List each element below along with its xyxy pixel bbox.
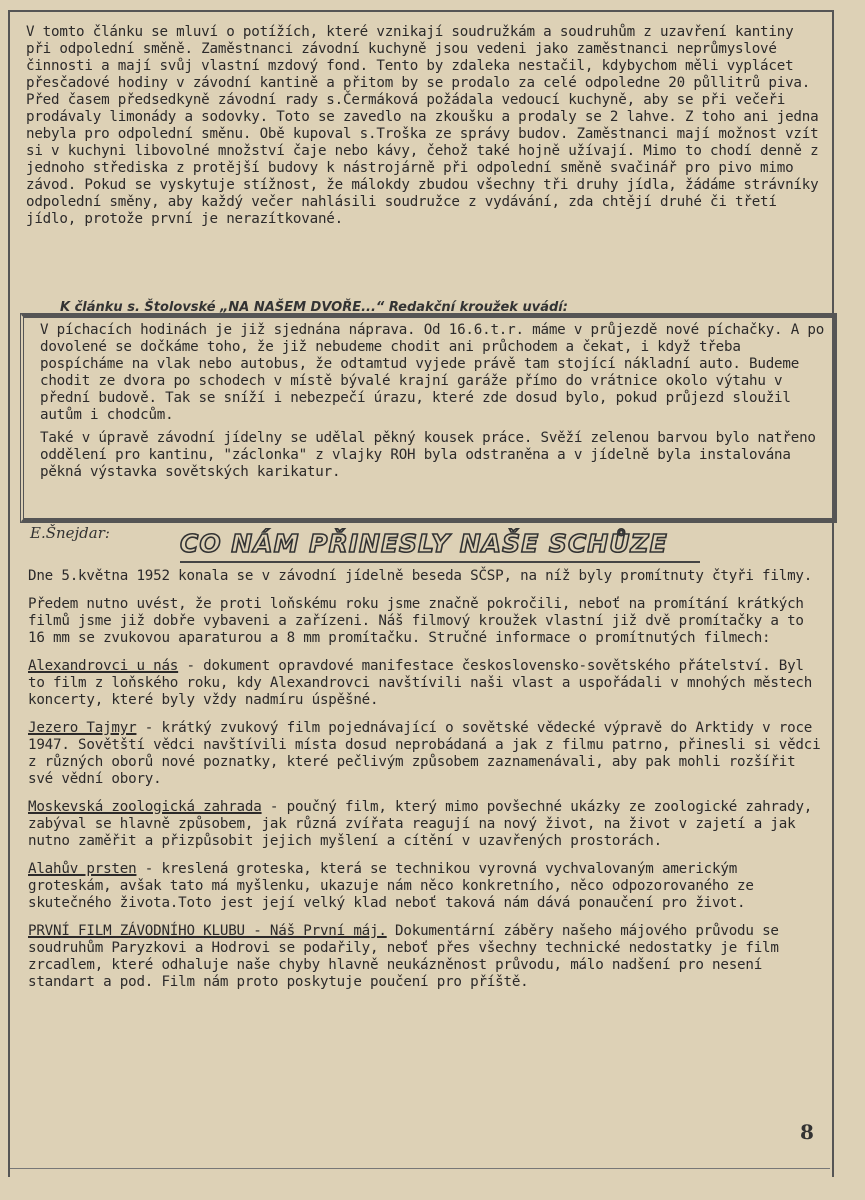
film-title: Moskevská zoologická zahrada [28,799,262,815]
film-title: Alahův prsten [28,861,137,877]
film-entry [28,658,828,709]
film-entry [28,861,828,912]
editorial-note-box [20,313,837,523]
editorial-note-header: K článku s. Štolovské „NA NAŠEM DVOŘE...“ Redakční kroužek uvádí: [60,300,820,317]
film-title: Alexandrovci u nás [28,658,179,674]
author-signature: E.Šnejdar: [30,524,110,542]
article-body [28,568,828,991]
intro-paragraph: V tomto článku se mluví o potížích, které vznikají soudružkám a soudruhům z uzavření kantiny při odpolední směně. Zaměstnanci závodní kuchyně jsou vedeni jako zaměstnanci neprůmyslové činnosti a mají svůj vlastní mzdový fond. Tento by zdaleka nestačil, kdybychom měli vyplácet přesčadové hodiny v závodní kantině a přitom by se prodalo za celé odpoledne 20 půllitrů piva. Před časem předsedkyně závodní rady s.Čermáková požádala vedoucí kuchyně, aby se při večeři prodávaly limonády a sodovky. Toto se zavedlo na zkoušku a prodaly se 2 lahve. Z toho ani jedna nebyla pro odpolední směnu. Obě kupoval s.Troška ze správy budov. Zaměstnanci mají možnost vzít si v kuchyni libovolné množství čaje nebo kávy, čehož také hojně užívají. Mimo to chodí denně z jednoho střediska z protější budovy k nástrojárně při odpolední směně svačinář pro pivo mimo závod. Pokud se vyskytuje stížnost, že málokdy zbudou všechny tři druhy jídla, žádáme strávníky odpolední směny, aby každý večer nahlásili soudružce z vydávání, zda chtějí druhé či třetí jídlo, protože první je nerazítkované. [26,24,819,227]
article-headline: CO NÁM PŘINESLY NAŠE SCHŮZE [180,527,700,563]
bottom-rule [10,1168,830,1169]
film-entry [28,799,828,850]
film-description: - krátký zvukový film pojednávající o sovětské vědecké výpravě do Arktidy v roce 1947. Sovětští vědci navštívili místa dosud neprobádaná a jak z filmu patrno, přinesli si vědci z různých oborů nové poznatky, které pečlivým způsobem zaznamenávali, aby pak mohli rozšířit své vědní obory. [28,720,821,787]
film-description: - dokument opravdové manifestace československo-sovětského přátelství. Byl to film z loňského roku, kdy Alexandrovci navštívili naši vlast a uspořádali v mnohých městech koncerty, které byly vždy nadmíru úspěšné. [28,658,813,708]
article-paragraph-2: Předem nutno uvést, že proti loňskému roku jsme značně pokročili, neboť na promítání krátkých filmů jsme již dobře vybaveni a zařízeni. Náš filmový kroužek vlastní již dvě promítačky a to 16 mm se zvukovou aparaturou a 8 mm promítačku. Stručné informace o promítnutých filmech: [28,596,804,646]
editorial-paragraph-2: Také v úpravě závodní jídelny se udělal pěkný kousek práce. Svěží zelenou barvou bylo natřeno oddělení pro kantinu, "záclonka" z vlajky ROH byla odstraněna a v jídelně byla instalována pěkná výstavka sovětských karikatur. [40,430,816,480]
editorial-note-content [40,322,830,487]
editorial-paragraph-1: V píchacích hodinách je již sjednána náprava. Od 16.6.t.r. máme v průjezdě nové píchačky. A po dovolené se dočkáme toho, že již nebudeme chodit ani průchodem a čekat, i když třeba pospícháme na vlak nebo autobus, že odtamtud vyjede právě tam stojící nákladní auto. Budeme chodit ze dvora po schodech v místě bývalé krajní garáže přímo do vrátnice okolo výtahu v přední budově. Tak se sníží i nebezpečí úrazu, které zde dosud bylo, pokud průjezd sloužil autům i chodcům. [40,322,825,423]
film-entry [28,923,828,991]
film-title: PRVNÍ FILM ZÁVODNÍHO KLUBU - Náš První máj. [28,923,387,939]
film-title: Jezero Tajmyr [28,720,137,736]
film-description: Dokumentární záběry našeho májového průvodu se soudruhům Paryzkovi a Hodrovi se podařily, neboť přes všechny technické nedostatky je film zrcadlem, které odhaluje naše chyby hlavně neukázněnost průvodu, málo nadšení pro nesení standart a pod. Film nám proto poskytuje poučení pro příště. [28,923,779,990]
article-paragraph-1: Dne 5.května 1952 konala se v závodní jídelně beseda SČSP, na níž byly promítnuty čtyři filmy. [28,568,813,584]
film-description: - kreslená groteska, která se technikou vyrovná vychvalovaným americkým groteskám, avšak tato má myšlenku, ukazuje nám něco konkretního, něco odpozorovaného ze skutečného života.Toto jest její velký klad neboť taková nám dává ponaučení pro život. [28,861,754,911]
page-number: 8 [800,1120,814,1144]
film-description: - poučný film, který mimo povšechné ukázky ze zoologické zahrady, zabýval se hlavně způsobem, jak různá zvířata reagují na nový život, na život v zajetí a jak nutno zaměřit a přizpůsobit jejich myšlení a cítění v uzavřených prostorách. [28,799,813,849]
film-entry [28,720,828,788]
